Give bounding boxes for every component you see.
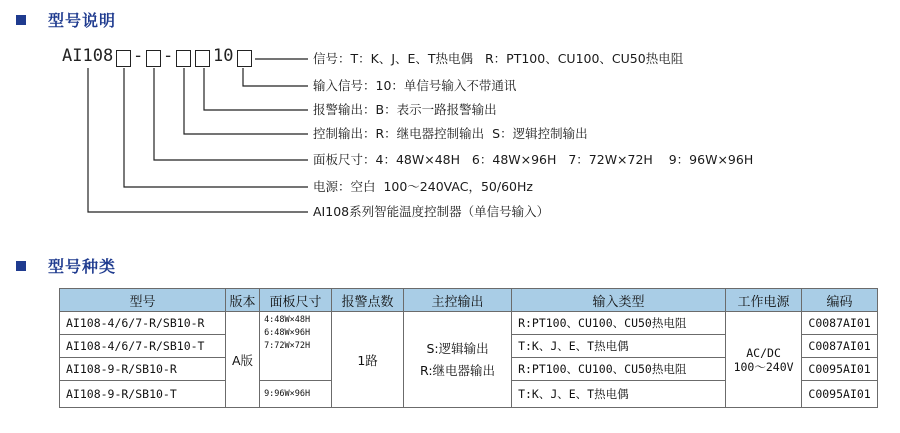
description-control-output: 控制输出：R：继电器控制输出 S：逻辑控制输出 (313, 126, 588, 141)
section-title-model-types (16, 254, 116, 277)
description-panel-size: 面板尺寸：4：48W×48H 6：48W×96H 7：72W×72H 9：96W×96H (313, 152, 754, 167)
cell-input-type: T:K、J、E、T热电偶 (512, 335, 726, 358)
cell-model: AI108-9-R/SB10-R (60, 358, 226, 381)
cell-main-output (404, 312, 512, 408)
description-series: AI108系列智能温度控制器（单信号输入） (313, 204, 550, 219)
model-types-table (59, 288, 878, 408)
section-title-text: 型号种类 (48, 257, 117, 276)
header-alarm-points: 报警点数 (332, 289, 404, 312)
cell-code: C0095AI01 (802, 381, 878, 408)
cell-code: C0087AI01 (802, 335, 878, 358)
table-header-row (60, 289, 878, 312)
cell-code: C0087AI01 (802, 312, 878, 335)
section-title-text: 型号说明 (48, 11, 117, 30)
header-model: 型号 (60, 289, 226, 312)
header-panel-size: 面板尺寸 (260, 289, 332, 312)
header-version: 版本 (226, 289, 260, 312)
panel-size-item: 4:48W×48H (264, 315, 311, 325)
power-voltage: 100～240V (733, 359, 794, 374)
cell-input-type: R:PT100、CU100、CU50热电阻 (512, 312, 726, 335)
cell-input-type: R:PT100、CU100、CU50热电阻 (512, 358, 726, 381)
cell-version: A版 (226, 312, 260, 408)
cell-power (726, 312, 802, 408)
main-output-item: S:逻辑输出 (426, 340, 489, 356)
description-alarm-output: 报警输出：B：表示一路报警输出 (313, 102, 497, 117)
square-bullet-icon (16, 261, 26, 271)
header-input-type: 输入类型 (512, 289, 726, 312)
cell-panel-size-9: 9:96W×96H (260, 381, 332, 408)
power-type: AC/DC (746, 345, 781, 360)
header-power: 工作电源 (726, 289, 802, 312)
cell-input-type: T:K、J、E、T热电偶 (512, 381, 726, 408)
model-dash: - (133, 46, 144, 66)
cell-alarm-points: 1路 (332, 312, 404, 408)
header-main-output: 主控输出 (404, 289, 512, 312)
cell-panel-sizes (260, 312, 332, 381)
table-row (60, 312, 878, 335)
cell-code: C0095AI01 (802, 358, 878, 381)
model-ten: 10 (213, 46, 234, 66)
cell-model: AI108-4/6/7-R/SB10-R (60, 312, 226, 335)
cell-model: AI108-4/6/7-R/SB10-T (60, 335, 226, 358)
description-power: 电源：空白 100～240VAC，50/60Hz (313, 179, 533, 194)
model-dash: - (163, 46, 174, 66)
panel-size-item: 7:72W×72H (264, 341, 311, 351)
description-signal: 信号：T：K、J、E、T热电偶 R：PT100、CU100、CU50热电阻 (313, 51, 684, 66)
model-prefix: AI108 (62, 46, 114, 66)
cell-model: AI108-9-R/SB10-T (60, 381, 226, 408)
main-output-item: R:继电器输出 (420, 362, 496, 378)
description-input-signal: 输入信号：10：单信号输入不带通讯 (313, 78, 517, 93)
panel-size-item: 6:48W×96H (264, 328, 311, 338)
header-code: 编码 (802, 289, 878, 312)
